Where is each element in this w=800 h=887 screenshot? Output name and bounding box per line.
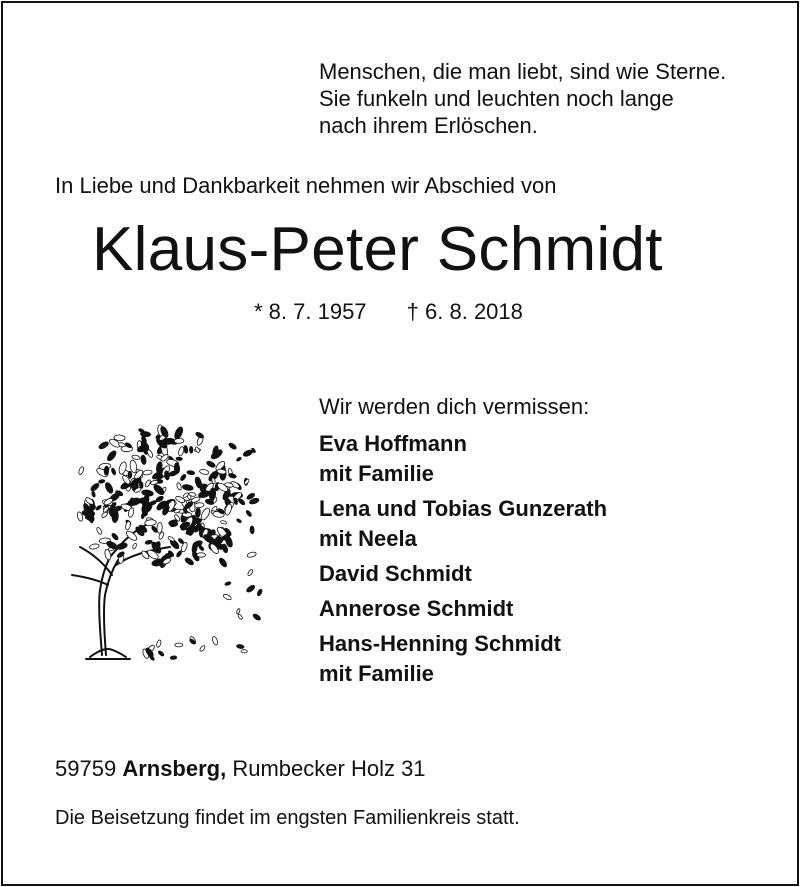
burial-note: Die Beisetzung findet im engsten Familienkreis statt. — [55, 807, 520, 829]
address — [55, 755, 426, 783]
mourners-list — [319, 429, 607, 694]
life-dates — [254, 298, 523, 326]
mourner-entry — [319, 494, 607, 554]
deceased-name: Klaus-Peter Schmidt — [92, 215, 663, 284]
mourner-name: Lena und Tobias Gunzerath — [319, 496, 608, 521]
mourner-name: Hans-Henning Schmidt — [319, 631, 562, 656]
mourner-entry — [319, 429, 607, 489]
quote-line: nach ihrem Erlöschen. — [319, 113, 538, 138]
mourners-intro: Wir werden dich vermissen: — [319, 394, 590, 419]
mourner-name: Eva Hoffmann — [319, 431, 467, 456]
birth-date: * 8. 7. 1957 — [254, 299, 367, 324]
mourner-name: Annerose Schmidt — [319, 596, 514, 621]
mourner-entry — [319, 559, 607, 589]
death-date: † 6. 8. 2018 — [406, 299, 523, 324]
mourner-suffix: mit Neela — [319, 526, 417, 551]
mourner-entry — [319, 629, 607, 689]
farewell-intro: In Liebe und Dankbarkeit nehmen wir Abschied von — [55, 173, 557, 198]
mourner-name: David Schmidt — [319, 561, 472, 586]
address-street: Rumbecker Holz 31 — [232, 756, 426, 781]
quote-line: Menschen, die man liebt, sind wie Sterne. — [319, 59, 727, 84]
memorial-quote — [319, 58, 726, 139]
windblown-tree-icon — [50, 405, 265, 665]
mourner-entry — [319, 594, 607, 624]
mourner-suffix: mit Familie — [319, 661, 434, 686]
quote-line: Sie funkeln und leuchten noch lange — [319, 86, 674, 111]
mourner-suffix: mit Familie — [319, 461, 434, 486]
address-city: Arnsberg, — [122, 756, 227, 781]
address-zip: 59759 — [55, 756, 117, 781]
